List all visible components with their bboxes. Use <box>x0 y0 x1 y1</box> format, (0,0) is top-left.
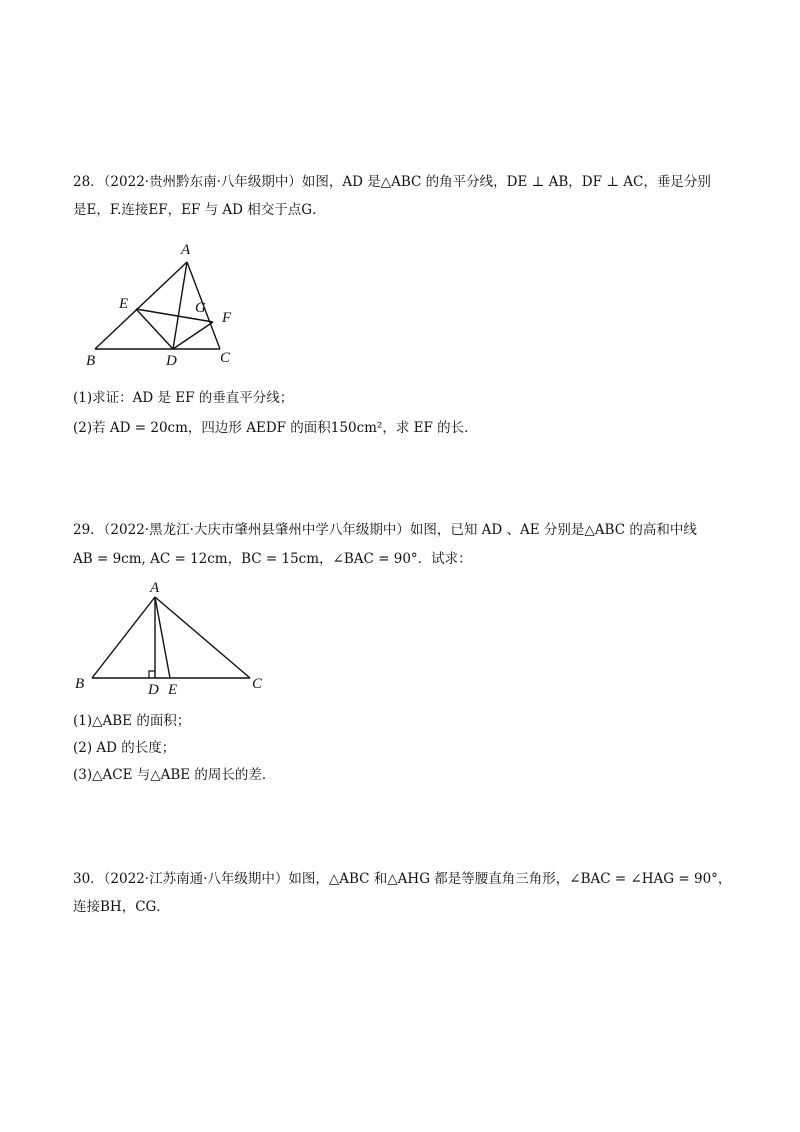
problem-29-question-2: (2) AD 的长度； <box>73 740 176 756</box>
problem-29-line-2: AB = 9cm, AC = 12cm，BC = 15cm，∠BAC = 90°．试求： <box>73 551 472 567</box>
problem-28-line-1: 28．（2022·贵州黔东南·八年级期中）如图，AD 是△ABC 的角平分线，DE ⊥ AB，DF ⊥ AC，垂足分别 <box>73 174 711 190</box>
label-a: A <box>181 242 191 258</box>
segment-df <box>173 322 213 349</box>
problem-28-question-1: (1)求证：AD 是 EF 的垂直平分线； <box>73 390 294 406</box>
label-f: F <box>222 310 232 326</box>
label-g: G <box>195 300 206 316</box>
right-angle-mark <box>149 671 155 678</box>
segment-ab <box>95 262 187 349</box>
segment-ad <box>173 262 187 349</box>
segment-ae <box>155 597 170 678</box>
problem-28-line-2: 是E，F.连接EF，EF 与 AD 相交于点G． <box>73 202 326 218</box>
label-c: C <box>220 350 231 366</box>
label-d: D <box>166 353 177 368</box>
problem-30-line-2: 连接BH，CG． <box>73 899 170 915</box>
problem-29-line-1: 29．（2022·黑龙江·大庆市肇州县肇州中学八年级期中）如图，已知 AD 、AE 分别是△ABC 的高和中线 <box>73 522 697 538</box>
figure-28 <box>80 238 250 368</box>
problem-30-line-1: 30．（2022·江苏南通·八年级期中）如图，△ABC 和△AHG 都是等腰直角三角形，∠BAC = ∠HAG = 90°， <box>73 871 732 887</box>
problem-28-question-2: (2)若 AD = 20cm，四边形 AEDF 的面积150cm²，求 EF 的长． <box>73 420 478 436</box>
label-c: C <box>252 676 263 692</box>
label-e: E <box>168 682 178 698</box>
label-b: B <box>86 353 96 368</box>
label-e: E <box>119 296 129 312</box>
problem-29-question-3: (3)△ACE 与△ABE 的周长的差． <box>73 767 276 783</box>
label-b: B <box>75 676 85 692</box>
segment-ab <box>92 597 155 678</box>
label-a: A <box>150 580 160 596</box>
label-d: D <box>148 682 159 698</box>
segment-ac <box>155 597 250 678</box>
problem-29-question-1: (1)△ABE 的面积； <box>73 713 191 729</box>
figure-29 <box>70 576 270 701</box>
